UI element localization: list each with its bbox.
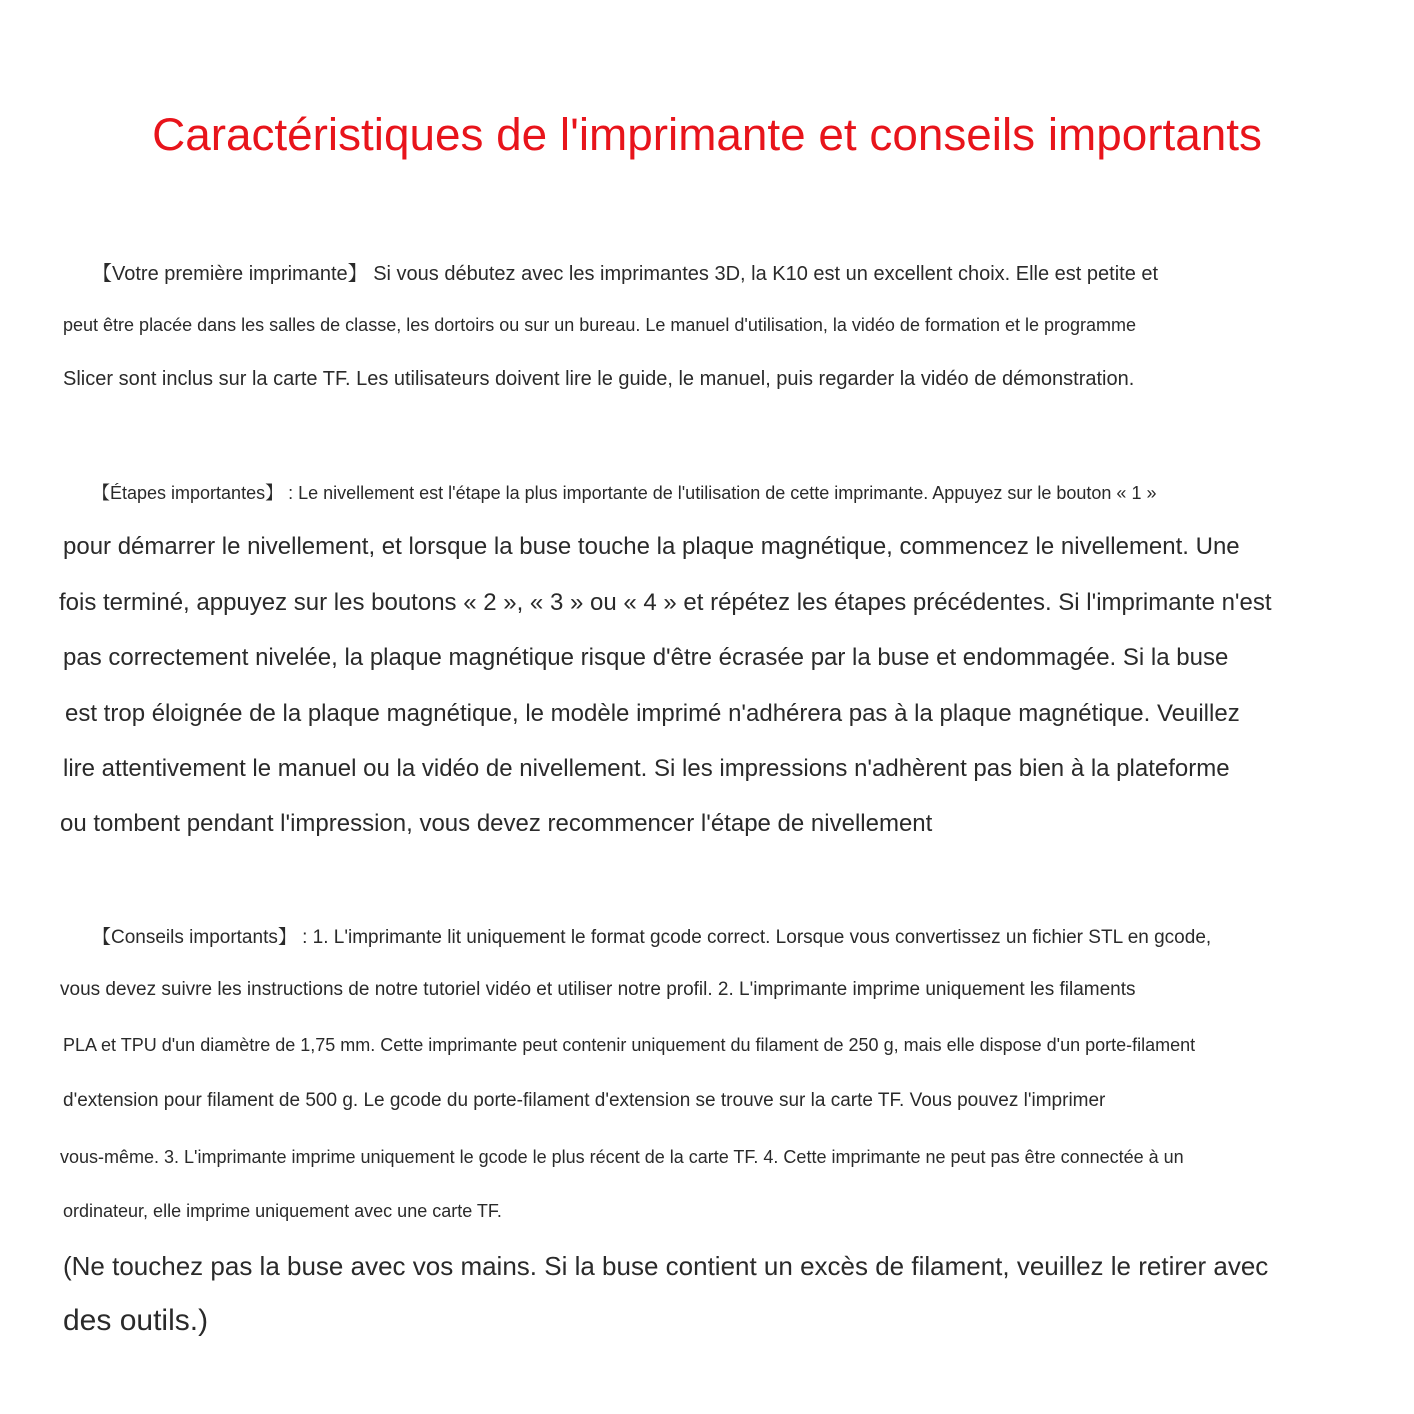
paragraph-line: ou tombent pendant l'impression, vous devez recommencer l'étape de nivellement — [60, 810, 933, 837]
paragraph-line: des outils.) — [63, 1304, 209, 1337]
paragraph-line: (Ne touchez pas la buse avec vos mains. Si la buse contient un excès de filament, veuillez le retirer avec — [63, 1251, 1269, 1281]
page-title: Caractéristiques de l'imprimante et conseils importants — [152, 108, 1262, 160]
paragraph-line: Slicer sont inclus sur la carte TF. Les utilisateurs doivent lire le guide, le manuel, puis regarder la vidéo de démonstration. — [63, 368, 1135, 390]
paragraph-line: 【Conseils importants】 : 1. L'imprimante lit uniquement le format gcode correct. Lorsque vous convertissez un fichier STL en gcode, — [92, 927, 1212, 948]
paragraph-line: ordinateur, elle imprime uniquement avec une carte TF. — [63, 1201, 502, 1221]
paragraph-line: pas correctement nivelée, la plaque magnétique risque d'être écrasée par la buse et endommagée. Si la buse — [63, 644, 1229, 671]
paragraph-line: pour démarrer le nivellement, et lorsque la buse touche la plaque magnétique, commencez le nivellement. Une — [63, 533, 1240, 560]
paragraph-line: vous devez suivre les instructions de notre tutoriel vidéo et utiliser notre profil. 2. L'imprimante imprime uniquement les filaments — [60, 979, 1136, 1000]
paragraph-line: d'extension pour filament de 500 g. Le gcode du porte-filament d'extension se trouve sur la carte TF. Vous pouvez l'imprimer — [63, 1090, 1106, 1111]
paragraph-line: 【Étapes importantes】 : Le nivellement est l'étape la plus importante de l'utilisation de cette imprimante. Appuyez sur le bouton « 1 » — [92, 483, 1157, 503]
paragraph-line: fois terminé, appuyez sur les boutons « 2 », « 3 » ou « 4 » et répétez les étapes précédentes. Si l'imprimante n'est — [59, 589, 1272, 616]
paragraph-line: est trop éloignée de la plaque magnétique, le modèle imprimé n'adhérera pas à la plaque magnétique. Veuillez — [65, 700, 1240, 727]
paragraph-line: lire attentivement le manuel ou la vidéo de nivellement. Si les impressions n'adhèrent pas bien à la plateforme — [63, 755, 1230, 782]
paragraph-line: vous-même. 3. L'imprimante imprime uniquement le gcode le plus récent de la carte TF. 4. Cette imprimante ne peut pas être connectée à un — [60, 1147, 1184, 1167]
paragraph-line: PLA et TPU d'un diamètre de 1,75 mm. Cette imprimante peut contenir uniquement du filament de 250 g, mais elle dispose d'un porte-filament — [63, 1035, 1196, 1055]
paragraph-line: 【Votre première imprimante】 Si vous débutez avec les imprimantes 3D, la K10 est un excellent choix. Elle est petite et — [92, 263, 1159, 285]
paragraph-line: peut être placée dans les salles de classe, les dortoirs ou sur un bureau. Le manuel d'utilisation, la vidéo de formation et le programme — [63, 315, 1137, 335]
